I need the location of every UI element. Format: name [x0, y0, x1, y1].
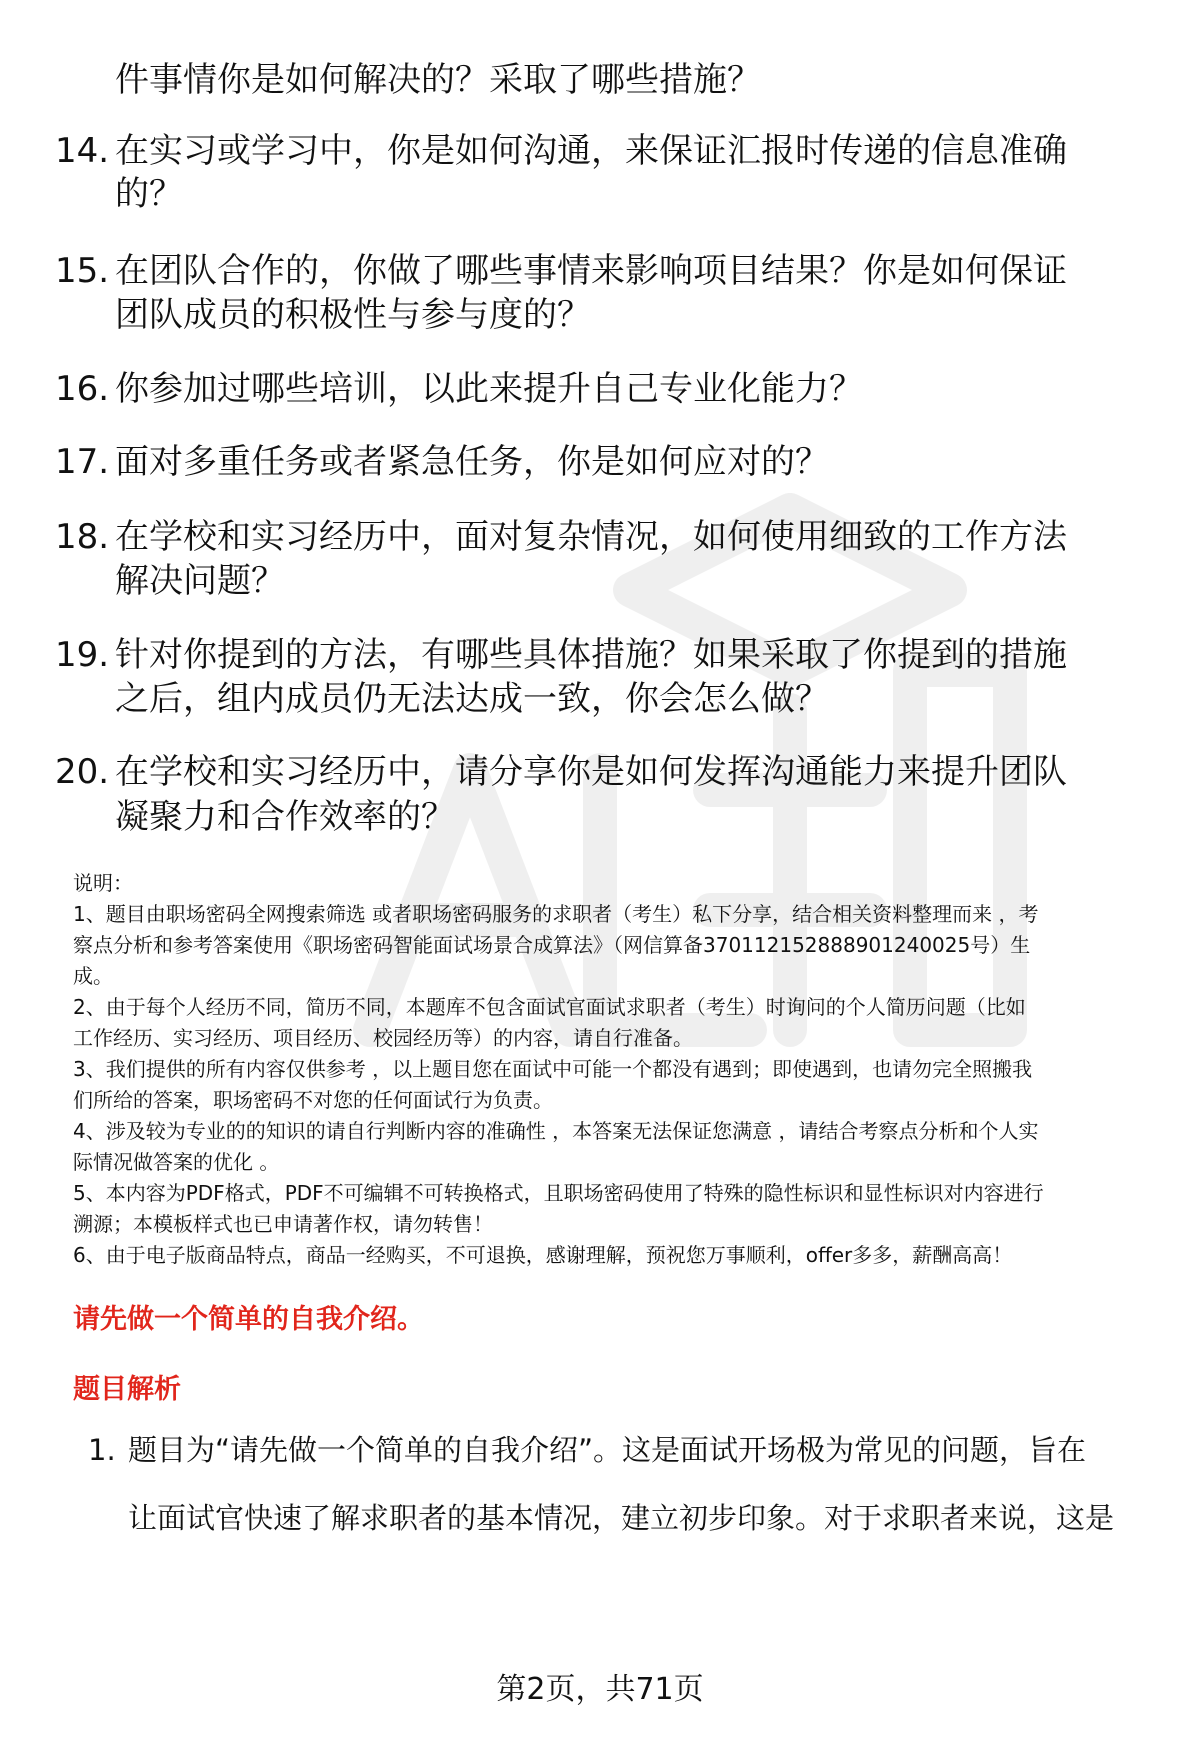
note-line: 1、题目由职场密码全网搜索筛选 或者职场密码服务的求职者（考生）私下分享，结合相关资料整理而来 ，考	[73, 902, 1039, 926]
question-text-line: 针对你提到的方法，有哪些具体措施？如果采取了你提到的措施	[115, 635, 1067, 675]
question-text-line: 之后，组内成员仍无法达成一致，你会怎么做？	[115, 679, 829, 719]
question-text-line: 团队成员的积极性与参与度的？	[115, 295, 591, 335]
note-line: 6、由于电子版商品特点，商品一经购买，不可退换，感谢理解，预祝您万事顺利，offer多多，薪酬高高！	[73, 1243, 1013, 1267]
note-line: 成。	[73, 964, 113, 988]
note-line: 说明：	[73, 871, 133, 895]
analysis-text-line: 题目为“请先做一个简单的自我介绍”。这是面试开场极为常见的问题，旨在	[128, 1433, 1087, 1467]
page-footer: 第2页，共71页	[496, 1672, 704, 1707]
question-text-line: 在学校和实习经历中，面对复杂情况，如何使用细致的工作方法	[115, 517, 1067, 557]
analysis-number: 1.	[88, 1433, 116, 1467]
question-text-line: 在团队合作的，你做了哪些事情来影响项目结果？你是如何保证	[115, 251, 1067, 291]
note-line: 际情况做答案的优化 。	[73, 1150, 280, 1174]
question-number: 16.	[55, 369, 110, 409]
question-number: 14.	[55, 131, 110, 171]
note-line: 们所给的答案，职场密码不对您的任何面试行为负责。	[73, 1088, 553, 1112]
analysis-text-line: 让面试官快速了解求职者的基本情况，建立初步印象。对于求职者来说，这是	[128, 1501, 1115, 1535]
note-line: 工作经历、实习经历、项目经历、校园经历等）的内容，请自行准备。	[73, 1026, 693, 1050]
note-line: 3、我们提供的所有内容仅供参考 ，以上题目您在面试中可能一个都没有遇到；即使遇到，也请勿完全照搬我	[73, 1057, 1033, 1081]
question-text-line: 在实习或学习中，你是如何沟通，来保证汇报时传递的信息准确	[115, 131, 1067, 171]
question-text-line: 的？	[115, 174, 183, 214]
note-line: 4、涉及较为专业的的知识的请自行判断内容的准确性 ，本答案无法保证您满意 ，请结合考察点分析和个人实	[73, 1119, 1039, 1143]
question-number: 15.	[55, 251, 110, 291]
question-number: 20.	[55, 752, 110, 792]
note-line: 察点分析和参考答案使用《职场密码智能面试场景合成算法》（网信算备370112152888901240025号）生	[73, 933, 1031, 957]
question-text-line: 你参加过哪些培训，以此来提升自己专业化能力？	[115, 369, 863, 409]
question-number: 17.	[55, 442, 110, 482]
question-continuation: 件事情你是如何解决的？采取了哪些措施？	[115, 60, 761, 100]
note-line: 2、由于每个人经历不同，简历不同，本题库不包含面试官面试求职者（考生）时询问的个人简历问题（比如	[73, 995, 1026, 1019]
question-text-line: 解决问题？	[115, 561, 285, 601]
question-heading: 请先做一个简单的自我介绍。	[73, 1304, 424, 1335]
question-text-line: 凝聚力和合作效率的？	[115, 797, 455, 837]
question-number: 19.	[55, 635, 110, 675]
question-text-line: 面对多重任务或者紧急任务，你是如何应对的？	[115, 442, 829, 482]
analysis-heading: 题目解析	[73, 1374, 181, 1405]
note-line: 5、本内容为PDF格式，PDF不可编辑不可转换格式，且职场密码使用了特殊的隐性标识和显性标识对内容进行	[73, 1181, 1044, 1205]
note-line: 溯源；本模板样式也已申请著作权，请勿转售！	[73, 1212, 493, 1236]
question-number: 18.	[55, 517, 110, 557]
question-text-line: 在学校和实习经历中，请分享你是如何发挥沟通能力来提升团队	[115, 752, 1067, 792]
